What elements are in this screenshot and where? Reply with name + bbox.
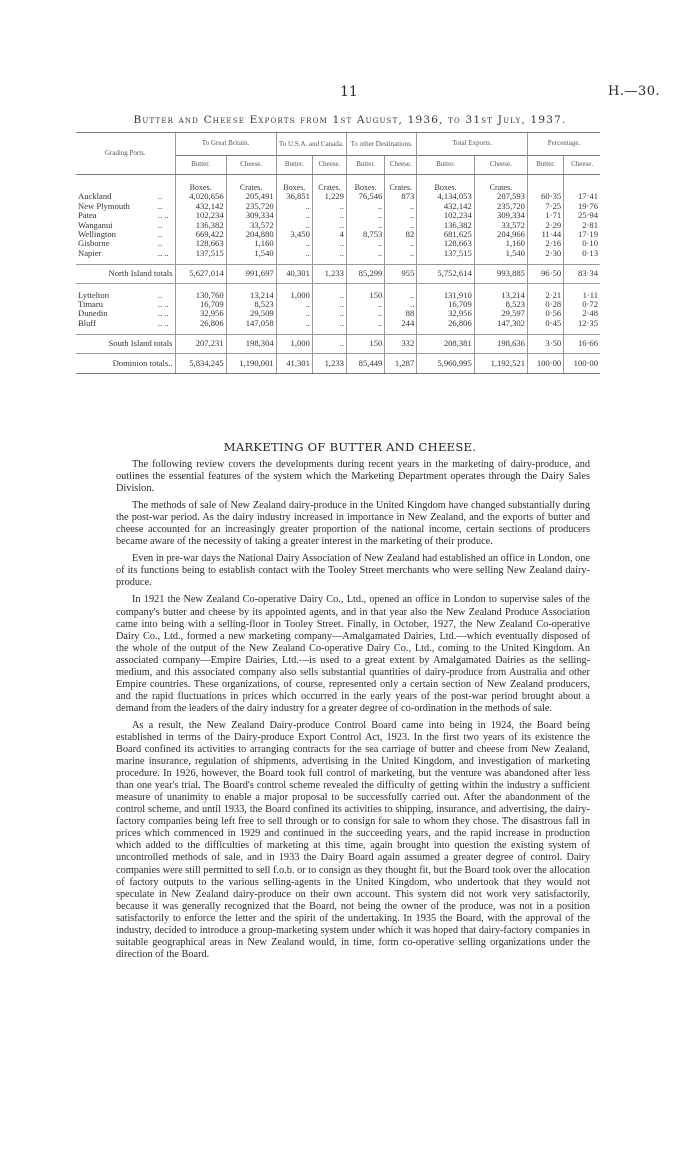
value-cell: 309,334: [226, 211, 276, 220]
value-cell: ..: [312, 300, 346, 309]
value-cell: 0·72: [564, 300, 600, 309]
value-cell: 235,720: [474, 202, 527, 211]
total-value: 150: [346, 335, 384, 353]
value-cell: 204,966: [474, 230, 527, 239]
other-header: To other Destinations.: [346, 133, 416, 156]
value-cell: ..: [346, 309, 384, 318]
total-row: [76, 335, 600, 353]
value-cell: 147,302: [474, 319, 527, 335]
value-cell: ..: [346, 202, 384, 211]
value-cell: ..: [385, 221, 417, 230]
value-cell: 130,760: [175, 283, 226, 300]
leader-dots: .. ..: [157, 309, 169, 319]
value-cell: ..: [312, 239, 346, 248]
gb-header: To Great Britain.: [175, 133, 276, 156]
value-cell: 309,334: [474, 211, 527, 220]
value-cell: ..: [346, 319, 384, 335]
value-cell: 137,515: [175, 249, 226, 265]
value-cell: 1,540: [226, 249, 276, 265]
value-cell: ..: [276, 249, 312, 265]
total-label: Dominion totals..: [76, 353, 175, 373]
value-cell: 2·16: [527, 239, 563, 248]
usa-header: To U.S.A. and Canada.: [276, 133, 346, 156]
value-cell: ..: [346, 249, 384, 265]
value-cell: ..: [276, 239, 312, 248]
value-cell: 0·45: [527, 319, 563, 335]
table-row: [76, 202, 600, 211]
value-cell: 0·10: [564, 239, 600, 248]
value-cell: 205,491: [226, 192, 276, 201]
port-name: Timaru: [78, 300, 103, 310]
total-row: [76, 353, 600, 373]
article-paragraph: Even in pre-war days the National Dairy Association of New Zealand had established an office in London, one of its functions being to establish contact with the Tooley Street merchants who were selling New Zealand dairy-produce.: [116, 553, 590, 589]
total-value: 5,834,245: [175, 353, 226, 373]
total-value: 100·00: [527, 353, 563, 373]
cheese-header: Cheese.: [564, 156, 600, 175]
value-cell: ..: [312, 202, 346, 211]
value-cell: 8,523: [226, 300, 276, 309]
leader-dots: ..: [157, 289, 163, 300]
value-cell: 17·19: [564, 230, 600, 239]
exports-table: [76, 132, 600, 374]
value-cell: 13,214: [474, 283, 527, 300]
total-value: ..: [312, 335, 346, 353]
leader-dots: .. ..: [157, 300, 169, 310]
article-paragraph: As a result, the New Zealand Dairy-produce Control Board came into being in 1924, the Board being established in terms of the Dairy-produce Export Control Act, 1923. In the first two years of its existence the Board confined its activities to arranging contracts for the sea carriage of butter and cheese from New Zealand, marine insurance, regulation of shipments, advertising in the United Kingdom, and investigation of marketing procedure. In 1926, however, the Board took full control of marketing, but the venture was abandoned after less than one year's trial. The Board's control scheme revealed the difficulty of getting within the industry a sufficient measure of unanimity to enable a major proposal to be successfully carried out. After the abandonment of the control scheme, and until 1933, the Board confined its activities to shipping, insurance, and advertising, the dairy-factory companies being left free to sell through or to consign for sale to whom they chose. The disastrous fall in prices which commenced in 1929 and continued in the succeeding years, and the rapid increase in production which added to the difficulties of marketing at this time, again brought into question the existing system of uncontrolled methods of sale, and in 1933 the Dairy Board again assumed a greater degree of control. Dairy companies were still permitted to sell f.o.b. or to consign as they thought fit, but the Board took over the allocation of factory outputs to the various selling-agents in the United Kingdom, who undertook that they would not speculate in New Zealand dairy-produce on their own account. This system did not work very satisfactorily, because it was generally recognized that the Board, not being the owner of the produce, was not in a position satisfactorily to enforce the letter and the spirit of the undertaking. In 1935 the Board, with the approval of the industry, decided to introduce a group-marketing system under which it was hoped that dairy-factory companies in suitable geographical areas in New Zealand would, in time, form co-operative selling organizations under the direction of the Board.: [116, 719, 590, 960]
value-cell: 2·30: [527, 249, 563, 265]
total-value: 100·00: [564, 353, 600, 373]
butter-header: Butter.: [527, 156, 563, 175]
leader-dots: ..: [157, 239, 163, 249]
value-cell: 147,058: [226, 319, 276, 335]
value-cell: 88: [385, 309, 417, 318]
value-cell: ..: [312, 319, 346, 335]
value-cell: ..: [312, 309, 346, 318]
value-cell: 207,593: [474, 192, 527, 201]
port-name: Napier: [78, 248, 102, 258]
port-name: Gisborne: [78, 239, 110, 249]
unit-label: Boxes.: [346, 175, 384, 193]
value-cell: 432,142: [417, 202, 475, 211]
value-cell: 82: [385, 230, 417, 239]
leader-dots: ..: [157, 220, 163, 230]
total-value: 198,304: [226, 335, 276, 353]
ports-header: Grading Ports.: [76, 133, 175, 175]
article-paragraph: The following review covers the developments during recent years in the marketing of dairy-produce, and outlines the essential features of the system which the Marketing Department operates through the Dairy Sales Division.: [116, 459, 590, 495]
total-value: 3·50: [527, 335, 563, 353]
value-cell: 0·28: [527, 300, 563, 309]
value-cell: 102,234: [175, 211, 226, 220]
port-name: Dunedin: [78, 309, 108, 319]
value-cell: 3,450: [276, 230, 312, 239]
value-cell: 136,382: [417, 221, 475, 230]
total-value: 96·50: [527, 265, 563, 283]
total-value: 85,449: [346, 353, 384, 373]
parliamentary-paper-ref: H.—30.: [608, 84, 661, 99]
total-value: 1,190,001: [226, 353, 276, 373]
value-cell: 669,422: [175, 230, 226, 239]
article-body: [116, 459, 590, 966]
value-cell: 13,214: [226, 283, 276, 300]
value-cell: ..: [346, 221, 384, 230]
table-row: [76, 319, 600, 335]
port-name: Wellington: [78, 230, 116, 240]
group-header-row: [76, 133, 600, 156]
total-value: 1,000: [276, 335, 312, 353]
table-body: [76, 175, 600, 374]
port-name: Wanganui: [78, 220, 113, 230]
table-row: [76, 309, 600, 318]
table-title: Butter and Cheese Exports from 1st August, 1936, to 31st July, 1937.: [133, 114, 567, 126]
value-cell: 0·56: [527, 309, 563, 318]
unit-label: Crates.: [226, 175, 276, 193]
value-cell: 8,523: [474, 300, 527, 309]
total-value: 208,381: [417, 335, 475, 353]
value-cell: ..: [346, 211, 384, 220]
value-cell: 1,540: [474, 249, 527, 265]
value-cell: ..: [276, 202, 312, 211]
total-value: 5,752,614: [417, 265, 475, 283]
value-cell: ..: [312, 211, 346, 220]
cheese-header: Cheese.: [226, 156, 276, 175]
value-cell: ..: [346, 300, 384, 309]
table-row: [76, 239, 600, 248]
butter-header: Butter.: [417, 156, 475, 175]
total-value: 41,301: [276, 353, 312, 373]
total-value: 198,636: [474, 335, 527, 353]
value-cell: 873: [385, 192, 417, 201]
table-row: [76, 230, 600, 239]
total-value: 207,231: [175, 335, 226, 353]
value-cell: ..: [276, 300, 312, 309]
port-name: Patea: [78, 211, 97, 221]
article-paragraph: The methods of sale of New Zealand dairy-produce in the United Kingdom have changed substantially during the post-war period. As the dairy industry increased in importance in New Zealand, and the exports of butter and cheese accounted for an increasingly greater proportion of the national income, certain sections of producers became aware of the necessity of taking a greater interest in the marketing of their produce.: [116, 500, 590, 548]
port-name: Bluff: [78, 318, 96, 328]
total-value: 1,287: [385, 353, 417, 373]
butter-header: Butter.: [175, 156, 226, 175]
value-cell: 11·44: [527, 230, 563, 239]
value-cell: 235,720: [226, 202, 276, 211]
table-row: [76, 221, 600, 230]
value-cell: 1·11: [564, 283, 600, 300]
port-name: Auckland: [78, 192, 112, 202]
unit-label: Boxes.: [175, 175, 226, 193]
total-value: 993,885: [474, 265, 527, 283]
article-heading: MARKETING OF BUTTER AND CHEESE.: [223, 440, 477, 454]
unit-label: Boxes.: [417, 175, 475, 193]
value-cell: ..: [385, 300, 417, 309]
value-cell: 60·35: [527, 192, 563, 201]
value-cell: 33,572: [226, 221, 276, 230]
value-cell: 36,851: [276, 192, 312, 201]
value-cell: 1,160: [474, 239, 527, 248]
cheese-header: Cheese.: [385, 156, 417, 175]
total-value: 85,299: [346, 265, 384, 283]
total-value: 1,233: [312, 265, 346, 283]
value-cell: 2·29: [527, 221, 563, 230]
total-value: 1,192,521: [474, 353, 527, 373]
value-cell: 17·41: [564, 192, 600, 201]
value-cell: 128,663: [175, 239, 226, 248]
total-value: 83·34: [564, 265, 600, 283]
value-cell: ..: [312, 283, 346, 300]
unit-label: Crates.: [385, 175, 417, 193]
value-cell: 32,956: [417, 309, 475, 318]
value-cell: 102,234: [417, 211, 475, 220]
value-cell: ..: [276, 309, 312, 318]
total-value: 40,301: [276, 265, 312, 283]
total-row: [76, 265, 600, 283]
value-cell: ..: [346, 239, 384, 248]
cheese-header: Cheese.: [474, 156, 527, 175]
value-cell: ..: [385, 202, 417, 211]
value-cell: 26,806: [175, 319, 226, 335]
value-cell: ..: [385, 239, 417, 248]
total-value: 955: [385, 265, 417, 283]
value-cell: 244: [385, 319, 417, 335]
unit-label: Boxes.: [276, 175, 312, 193]
table-row: [76, 300, 600, 309]
unit-label: Crates.: [474, 175, 527, 193]
article-paragraph: In 1921 the New Zealand Co-operative Dairy Co., Ltd., opened an office in London to supervise sales of the company's butter and cheese by its appointed agents, and in that year also the New Zealand Produce Association came into being with a selling-floor in Tooley Street. Finally, in October, 1927, the New Zealand Co-operative Dairy Co., Ltd., formed a new marketing company—Amalgamated Dairies, Ltd.—which eventually disposed of the whole of the output of the New Zealand Co-operative Dairy Co., Ltd., coming to the United Kingdom. An associated company—Empire Dairies, Ltd.—is used to a great extent by Amalgamated Dairies as the selling-medium, and this associated company also sells substantial quantities of dairy-produce from Australia and other Empire countries. These organizations, of course, represented only a certain section of New Zealand producers, and the rapid fluctuations in prices which occurred in the early years of the post-war period brought about a demand from the leaders of the dairy industry for a greater degree of co-ordination in the methods of sale.: [116, 594, 590, 714]
total-value: 332: [385, 335, 417, 353]
leader-dots: .. ..: [157, 318, 169, 328]
value-cell: 29,597: [474, 309, 527, 318]
butter-header: Butter.: [346, 156, 384, 175]
total-value: 991,697: [226, 265, 276, 283]
value-cell: 33,572: [474, 221, 527, 230]
value-cell: 0·13: [564, 249, 600, 265]
value-cell: 1·71: [527, 211, 563, 220]
value-cell: 137,515: [417, 249, 475, 265]
table-row: [76, 249, 600, 265]
value-cell: ..: [385, 283, 417, 300]
value-cell: 26,806: [417, 319, 475, 335]
value-cell: 8,753: [346, 230, 384, 239]
value-cell: 2·21: [527, 283, 563, 300]
leader-dots: ..: [157, 230, 163, 240]
total-label: North Island totals: [76, 265, 175, 283]
value-cell: 136,382: [175, 221, 226, 230]
port-name: New Plymouth: [78, 201, 130, 211]
value-cell: 150: [346, 283, 384, 300]
value-cell: 128,663: [417, 239, 475, 248]
leader-dots: .. ..: [157, 248, 169, 258]
value-cell: 16,709: [175, 300, 226, 309]
value-cell: 131,910: [417, 283, 475, 300]
port-name: Lyttelton: [78, 289, 110, 300]
value-cell: 29,509: [226, 309, 276, 318]
table-row: [76, 283, 600, 300]
total-value: 5,627,014: [175, 265, 226, 283]
value-cell: 1,160: [226, 239, 276, 248]
value-cell: 76,546: [346, 192, 384, 201]
total-value: 1,233: [312, 353, 346, 373]
total-label: South Island totals: [76, 335, 175, 353]
table-row: [76, 192, 600, 201]
leader-dots: ..: [157, 201, 163, 211]
total-header: Total Exports.: [417, 133, 528, 156]
total-value: 16·66: [564, 335, 600, 353]
units-row: [76, 175, 600, 193]
value-cell: ..: [276, 221, 312, 230]
value-cell: 2·81: [564, 221, 600, 230]
value-cell: ..: [385, 249, 417, 265]
value-cell: 1,000: [276, 283, 312, 300]
total-value: 5,960,995: [417, 353, 475, 373]
value-cell: 4,020,656: [175, 192, 226, 201]
value-cell: 4,134,053: [417, 192, 475, 201]
value-cell: 4: [312, 230, 346, 239]
value-cell: 7·25: [527, 202, 563, 211]
value-cell: 1,229: [312, 192, 346, 201]
value-cell: ..: [312, 221, 346, 230]
value-cell: 25·94: [564, 211, 600, 220]
value-cell: 32,956: [175, 309, 226, 318]
value-cell: ..: [276, 211, 312, 220]
page-number: 11: [340, 84, 358, 100]
value-cell: 2·48: [564, 309, 600, 318]
value-cell: 681,625: [417, 230, 475, 239]
value-cell: 16,709: [417, 300, 475, 309]
value-cell: 12·35: [564, 319, 600, 335]
table-row: [76, 211, 600, 220]
leader-dots: .. ..: [157, 211, 169, 221]
pct-header: Percentage.: [527, 133, 600, 156]
value-cell: ..: [276, 319, 312, 335]
unit-label: Crates.: [312, 175, 346, 193]
value-cell: ..: [312, 249, 346, 265]
value-cell: 432,142: [175, 202, 226, 211]
value-cell: 204,880: [226, 230, 276, 239]
value-cell: ..: [385, 211, 417, 220]
butter-header: Butter.: [276, 156, 312, 175]
leader-dots: ..: [157, 192, 163, 202]
cheese-header: Cheese.: [312, 156, 346, 175]
value-cell: 19·76: [564, 202, 600, 211]
